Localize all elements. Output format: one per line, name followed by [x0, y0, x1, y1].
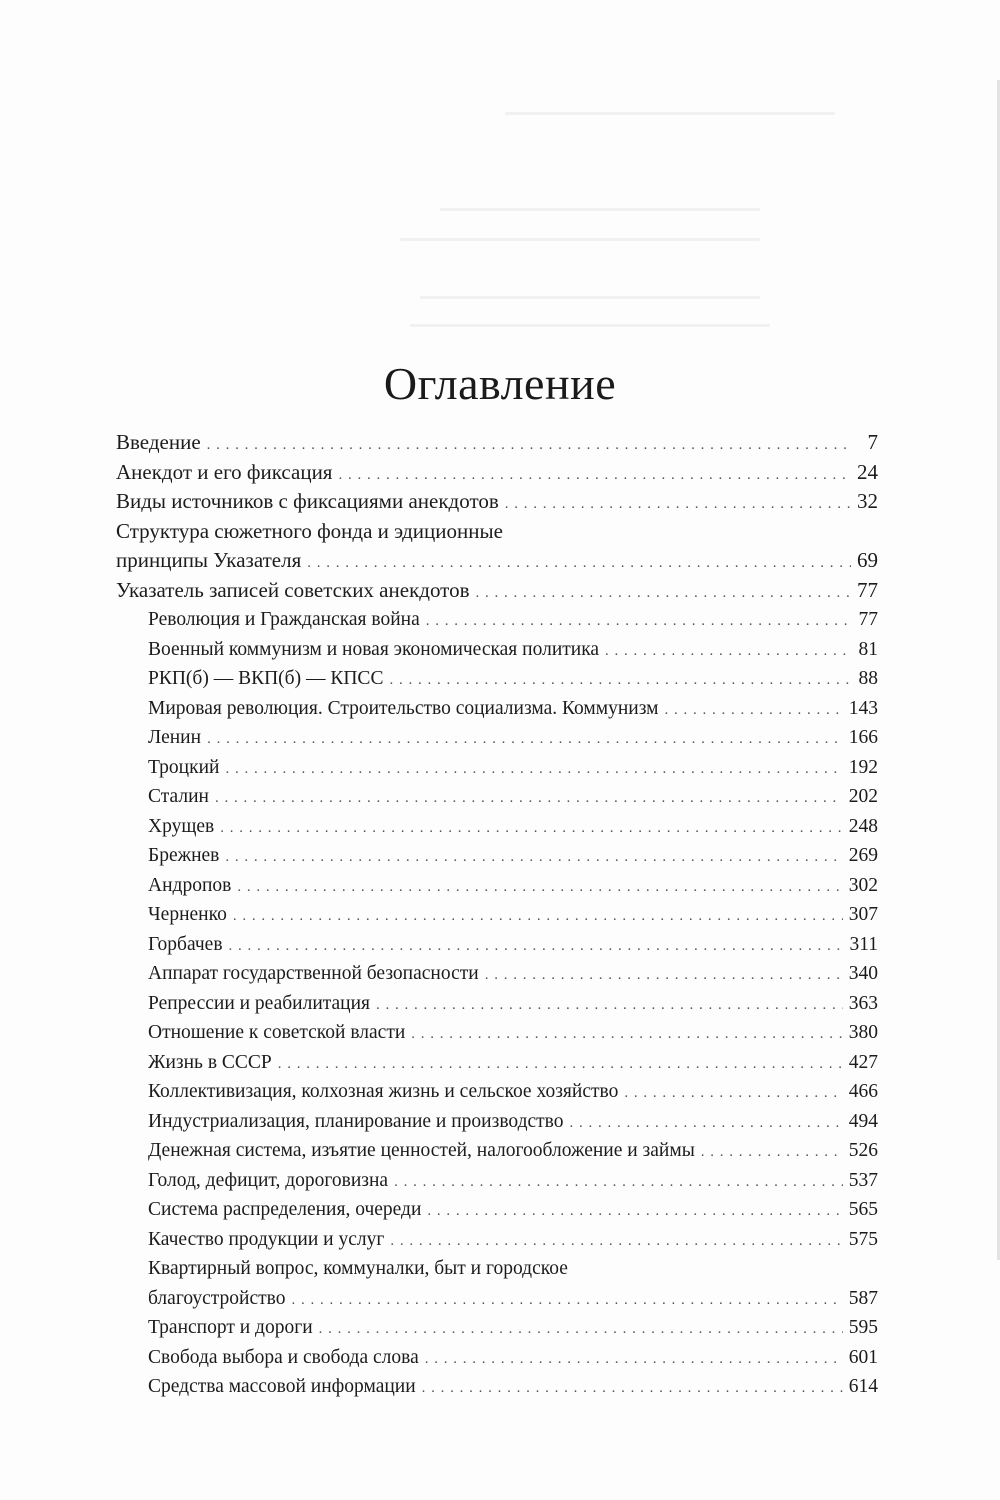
- dot-leader: [225, 755, 842, 785]
- dot-leader: [422, 1374, 843, 1404]
- toc-entry-title: Свобода выбора и свобода слова: [148, 1346, 419, 1368]
- toc-entry-title: Коллективизация, колхозная жизнь и сельское хозяйство: [148, 1081, 619, 1102]
- toc-entry: [116, 487, 878, 517]
- dot-leader: [476, 579, 852, 609]
- toc-entry: [116, 1018, 878, 1048]
- dot-leader: [389, 666, 852, 696]
- toc-page-number: 302: [848, 874, 878, 896]
- dot-leader: [411, 1020, 842, 1050]
- toc-page-number: 587: [848, 1287, 878, 1309]
- toc-entry-row: [148, 989, 878, 1019]
- toc-entry-title: Сталин: [148, 786, 209, 807]
- toc-entry-row: [148, 723, 878, 753]
- dot-leader: [220, 814, 843, 844]
- toc-entry-row: [148, 959, 878, 989]
- toc-entry: [116, 428, 878, 458]
- toc-entry: [116, 576, 878, 606]
- toc-entry: [116, 694, 878, 724]
- dot-leader: [307, 549, 851, 579]
- toc-entry-row: [148, 1136, 878, 1166]
- toc-page-number: 81: [858, 638, 878, 660]
- toc-entry-row: [148, 664, 878, 694]
- toc-entry-title: Военный коммунизм и новая экономическая политика: [148, 638, 600, 660]
- toc-entry-row: [148, 871, 878, 901]
- toc-entry: [116, 1313, 878, 1343]
- dot-leader: [505, 490, 851, 520]
- toc-entry-row: [148, 753, 878, 783]
- toc-entry: [116, 635, 878, 665]
- toc-entry: [116, 753, 878, 783]
- toc-page-number: 380: [848, 1022, 878, 1043]
- toc-page-number: 340: [848, 963, 878, 984]
- toc-page-number: 601: [848, 1346, 878, 1368]
- toc-entry-title: Революция и Гражданская война: [148, 609, 420, 630]
- bleed-through-mark: [420, 296, 760, 299]
- bleed-through-mark: [440, 208, 760, 211]
- toc-entry-row: [148, 900, 878, 930]
- toc-entry-title: Качество продукции и услуг: [148, 1228, 385, 1250]
- toc-entry-title: Хрущев: [148, 815, 215, 837]
- toc-page-number: 88: [858, 668, 878, 689]
- toc-entry-title: Ленин: [148, 727, 202, 748]
- toc-page-number: 32: [857, 489, 878, 513]
- toc-entry-row: [148, 1195, 878, 1225]
- toc-entry-title: Троцкий: [148, 756, 220, 778]
- toc-page-number: 24: [857, 459, 878, 484]
- toc-page-number: 614: [848, 1376, 878, 1397]
- toc-entry: [116, 841, 878, 871]
- toc-page-number: 202: [848, 786, 878, 807]
- toc-page-number: 248: [848, 815, 878, 837]
- toc-page-number: 77: [857, 577, 878, 602]
- page-title: Оглавление: [383, 357, 617, 409]
- toc-entry-row: [148, 1018, 878, 1048]
- bleed-through-mark: [505, 112, 835, 115]
- toc-page-number: 77: [858, 609, 878, 630]
- toc-entry-title: Денежная система, изъятие ценностей, налогообложение и займы: [148, 1140, 695, 1161]
- toc-page-number: 494: [848, 1110, 878, 1132]
- toc-entry: [116, 1077, 878, 1107]
- toc-entry-title: Черненко: [148, 904, 227, 925]
- toc-page-number: 466: [848, 1081, 878, 1102]
- toc-entry-title: Брежнев: [148, 845, 220, 866]
- toc-entry: [116, 1166, 878, 1196]
- toc-entry: [116, 900, 878, 930]
- dot-leader: [338, 461, 851, 491]
- dot-leader: [229, 932, 844, 962]
- toc-page-number: 7: [867, 430, 878, 454]
- toc-entry: [116, 1107, 878, 1137]
- toc-entry-title: Указатель записей советских анекдотов: [116, 577, 470, 602]
- toc-entry: [116, 1372, 878, 1402]
- toc-entry-row: [148, 812, 878, 842]
- dot-leader: [624, 1079, 842, 1109]
- toc-entry-row: [148, 782, 878, 812]
- toc-entry-title: Система распределения, очереди: [148, 1199, 422, 1220]
- toc-entry-row: [148, 1077, 878, 1107]
- toc-entry-row: [116, 576, 878, 606]
- dot-leader: [237, 873, 842, 903]
- toc-entry-row: [116, 487, 878, 517]
- toc-entry-title: Аппарат государственной безопасности: [148, 963, 479, 984]
- toc-entry: [116, 723, 878, 753]
- toc-entry: [116, 871, 878, 901]
- dot-leader: [225, 843, 842, 873]
- toc-entry-row: [116, 546, 878, 576]
- dot-leader: [233, 902, 843, 932]
- toc-entry: [116, 664, 878, 694]
- toc-page-number: 143: [848, 697, 878, 719]
- toc-entry-title: Виды источников с фиксациями анекдотов: [116, 489, 499, 513]
- dot-leader: [376, 991, 843, 1021]
- dot-leader: [570, 1109, 843, 1139]
- dot-leader: [215, 784, 843, 814]
- toc-entry: [116, 812, 878, 842]
- toc-entry-title: Анекдот и его фиксация: [116, 459, 333, 484]
- toc-entry-title: Репрессии и реабилитация: [148, 992, 371, 1014]
- bleed-through-mark: [400, 238, 760, 241]
- dot-leader: [390, 1227, 842, 1257]
- toc-entry-row: [148, 635, 878, 665]
- toc-entry-title: Средства массовой информации: [148, 1376, 416, 1397]
- toc-entry-row: [148, 1048, 878, 1078]
- toc-entry: [116, 1225, 878, 1255]
- toc-entry-title: Введение: [116, 430, 201, 454]
- toc-entry: [116, 1048, 878, 1078]
- toc-entry-title: Горбачев: [148, 933, 223, 955]
- toc-entry-row: [116, 428, 878, 458]
- toc-entry-title: Отношение к советской власти: [148, 1022, 406, 1043]
- toc-entry-title: Голод, дефицит, дороговизна: [148, 1169, 389, 1191]
- toc-entry: [116, 930, 878, 960]
- toc-entry-row: [148, 1343, 878, 1373]
- toc-page-number: 526: [848, 1140, 878, 1161]
- dot-leader: [425, 1345, 843, 1375]
- toc-entry-title-line: Структура сюжетного фонда и эдиционные: [116, 518, 503, 543]
- toc-entry-row: [148, 1225, 878, 1255]
- toc-entry-title: Транспорт и дороги: [148, 1317, 313, 1338]
- toc-entry: [116, 989, 878, 1019]
- dot-leader: [207, 725, 843, 755]
- toc-entry-row: [148, 1284, 878, 1314]
- toc-entry: [116, 605, 878, 635]
- bleed-through-mark: [410, 324, 770, 327]
- toc-entry-row: [148, 930, 878, 960]
- dot-leader: [427, 1197, 842, 1227]
- toc-page-number: 269: [848, 845, 878, 866]
- toc-page-number: 166: [848, 727, 878, 748]
- toc-page-number: 427: [848, 1051, 878, 1073]
- toc-entry-title: Индустриализация, планирование и производство: [148, 1110, 564, 1132]
- toc-page-number: 192: [848, 756, 878, 778]
- toc-entry-row: [148, 1107, 878, 1137]
- toc-entry-row: [148, 1313, 878, 1343]
- toc-entry: [116, 517, 878, 576]
- dot-leader: [291, 1286, 842, 1316]
- toc-page-number: 307: [848, 904, 878, 925]
- toc-entry-row: [148, 1166, 878, 1196]
- toc-entry: [116, 959, 878, 989]
- dot-leader: [665, 696, 843, 726]
- toc-page-number: 69: [857, 548, 878, 572]
- toc-entry-title: РКП(б) — ВКП(б) — КПСС: [148, 668, 384, 689]
- toc-entry: [116, 1343, 878, 1373]
- toc-entry-row: [148, 605, 878, 635]
- toc-entry-title: благоустройство: [148, 1287, 286, 1309]
- toc-entry-row: [148, 841, 878, 871]
- toc-entry: [116, 1136, 878, 1166]
- toc-entry-row: [148, 1372, 878, 1402]
- toc-entry: [116, 458, 878, 488]
- toc-entry-title: Жизнь в СССР: [148, 1051, 272, 1073]
- toc-page-number: 595: [848, 1317, 878, 1338]
- dot-leader: [426, 607, 852, 637]
- dot-leader: [394, 1168, 843, 1198]
- toc-entry-row: [116, 458, 878, 488]
- table-of-contents: [116, 428, 878, 1402]
- dot-leader: [701, 1138, 843, 1168]
- toc-page-number: 311: [849, 933, 878, 955]
- dot-leader: [485, 961, 843, 991]
- toc-entry: [116, 1254, 878, 1313]
- toc-entry-row: [148, 694, 878, 724]
- toc-page-number: 575: [848, 1228, 878, 1250]
- toc-entry-title: принципы Указателя: [116, 548, 302, 572]
- toc-page-number: 363: [848, 992, 878, 1014]
- toc-page-number: 565: [848, 1199, 878, 1220]
- dot-leader: [278, 1050, 843, 1080]
- toc-entry: [116, 1195, 878, 1225]
- toc-entry-title: Мировая революция. Строительство социализма. Коммунизм: [148, 697, 659, 719]
- toc-entry-title-line: Квартирный вопрос, коммуналки, быт и городское: [148, 1258, 568, 1279]
- toc-entry-title: Андропов: [148, 874, 232, 896]
- dot-leader: [207, 431, 852, 461]
- toc-page-number: 537: [848, 1169, 878, 1191]
- dot-leader: [605, 637, 852, 667]
- toc-entry: [116, 782, 878, 812]
- dot-leader: [319, 1315, 843, 1345]
